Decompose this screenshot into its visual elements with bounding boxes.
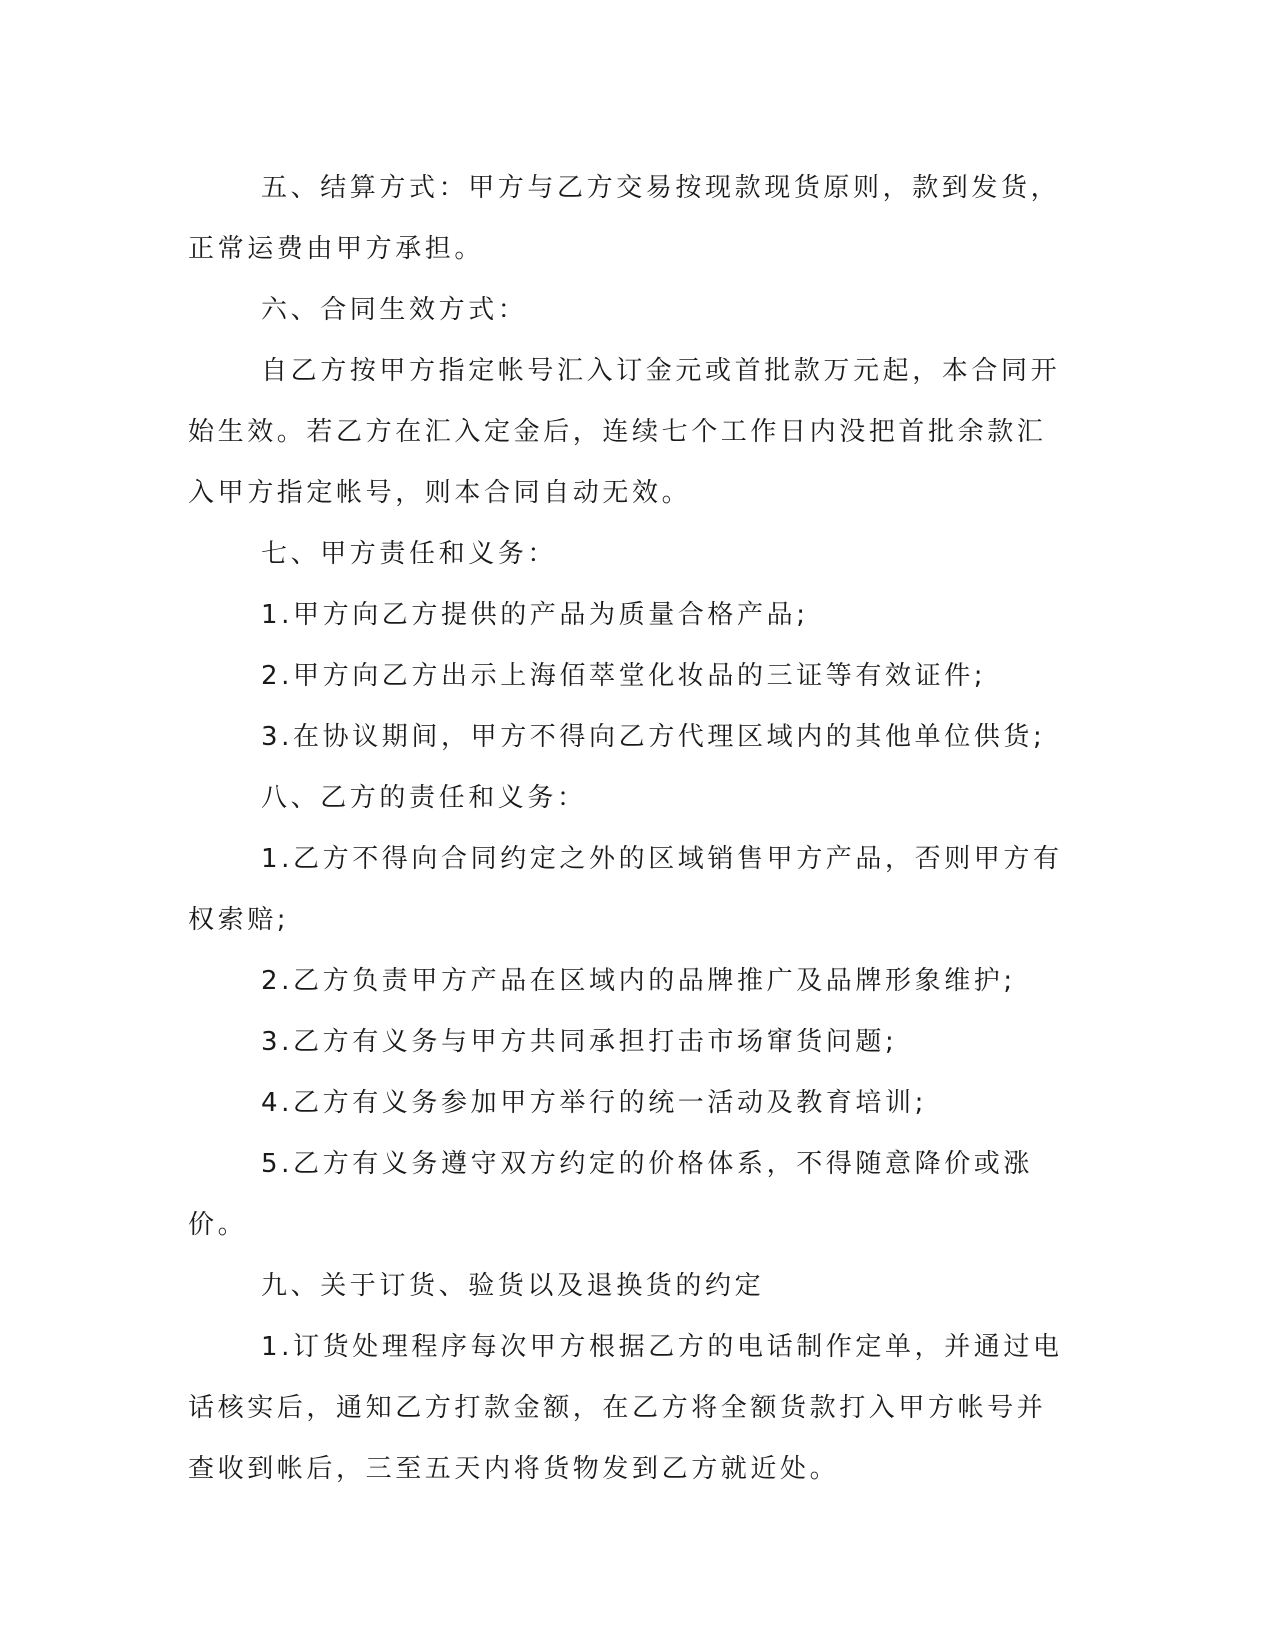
section-7-item-3: 3.在协议期间，甲方不得向乙方代理区域内的其他单位供货;	[261, 722, 1046, 752]
section-8-heading: 八、乙方的责任和义务：	[261, 783, 587, 813]
section-8-item-5: 5.乙方有义务遵守双方约定的价格体系，不得随意降价或涨价。	[188, 1149, 1034, 1240]
section-8-item-2: 2.乙方负责甲方产品在区域内的品牌推广及品牌形象维护;	[261, 966, 1016, 996]
section-7-heading: 七、甲方责任和义务：	[261, 539, 558, 569]
section-9-heading: 九、关于订货、验货以及退换货的约定	[261, 1271, 765, 1301]
section-8-item-4: 4.乙方有义务参加甲方举行的统一活动及教育培训;	[261, 1088, 927, 1118]
section-6-body: 自乙方按甲方指定帐号汇入订金元或首批款万元起，本合同开始生效。若乙方在汇入定金后，连续七个工作日内没把首批余款汇入甲方指定帐号，则本合同自动无效。	[188, 356, 1061, 508]
document-body	[188, 158, 1068, 1500]
section-6-heading: 六、合同生效方式：	[261, 295, 528, 325]
section-9-item-1: 1.订货处理程序每次甲方根据乙方的电话制作定单，并通过电话核实后，通知乙方打款金额，在乙方将全额货款打入甲方帐号并查收到帐后，三至五天内将货物发到乙方就近处。	[188, 1332, 1063, 1484]
section-8-item-3: 3.乙方有义务与甲方共同承担打击市场窜货问题;	[261, 1027, 898, 1057]
section-7-item-1: 1.甲方向乙方提供的产品为质量合格产品;	[261, 600, 809, 630]
section-5-settlement: 五、结算方式：甲方与乙方交易按现款现货原则，款到发货，正常运费由甲方承担。	[188, 173, 1061, 264]
section-8-item-1: 1.乙方不得向合同约定之外的区域销售甲方产品，否则甲方有权索赔;	[188, 844, 1063, 935]
section-7-item-2: 2.甲方向乙方出示上海佰萃堂化妆品的三证等有效证件;	[261, 661, 987, 691]
